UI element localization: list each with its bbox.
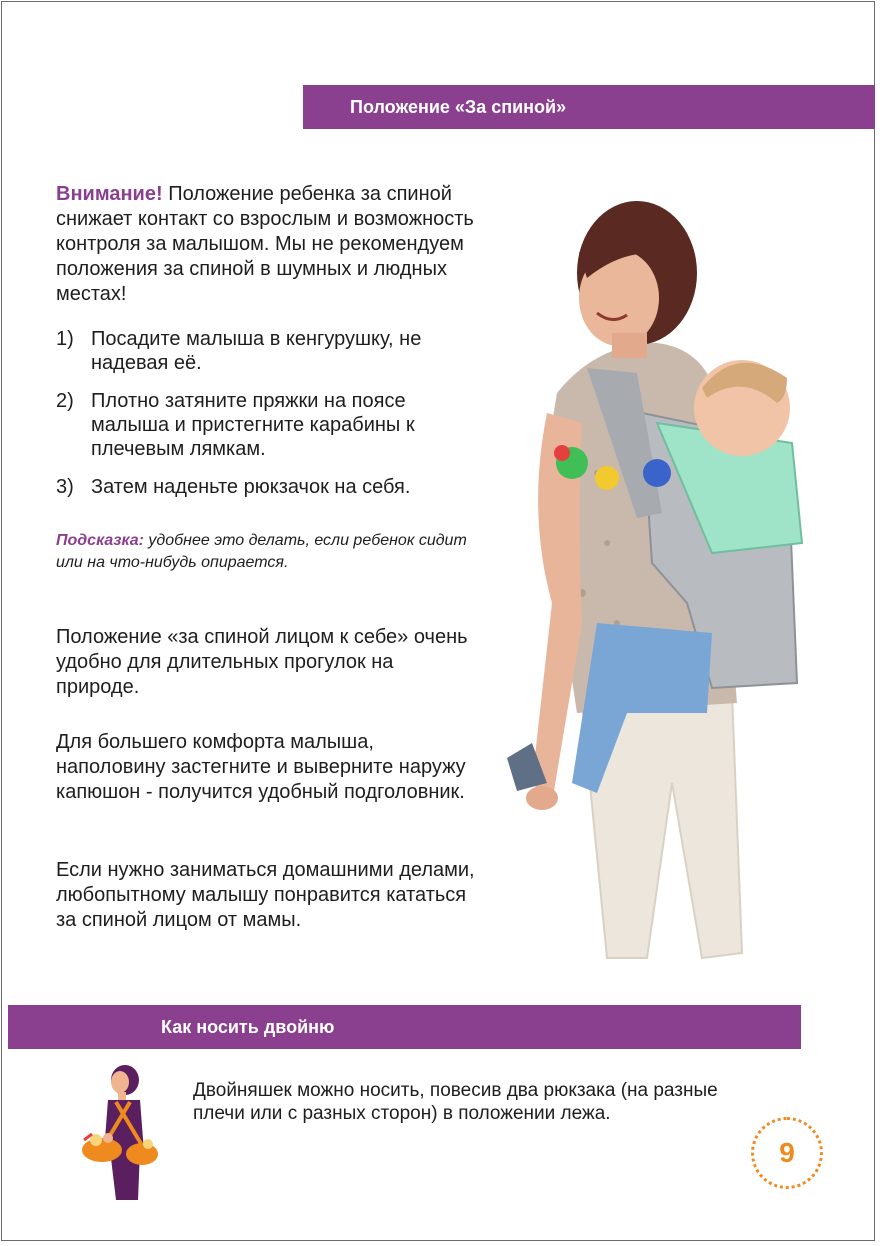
step-text: Затем наденьте рюкзачок на себя. [91, 476, 411, 498]
warning-label: Внимание! [56, 183, 163, 205]
step-number: 2) [56, 390, 74, 412]
section-header: Положение «За спиной» [303, 85, 875, 129]
hint-paragraph [56, 530, 476, 574]
list-item [56, 389, 476, 461]
twins-section-header: Как носить двойню [8, 1005, 801, 1049]
page-number: 9 [751, 1117, 823, 1189]
step-number: 1) [56, 328, 74, 350]
paragraph-long-walks: Положение «за спиной лицом к себе» очень удобно для длительных прогулок на природе. [56, 626, 468, 698]
step-text: Посадите малыша в кенгурушку, не надевая её. [91, 328, 422, 374]
warning-paragraph [56, 182, 476, 307]
woman-with-twins-illustration [80, 1062, 160, 1202]
list-item [56, 327, 476, 375]
hint-label: Подсказка: [56, 532, 144, 549]
warning-text: Положение ребенка за спиной снижает контакт со взрослым и возможность контроля за малышом. Мы не рекомендуем положения за спиной в шумных и людных местах! [56, 183, 474, 305]
paragraph-hood-headrest: Для большего комфорта малыша, наполовину застегните и выверните наружу капюшон - получится удобный подголовник. [56, 731, 466, 803]
step-text: Плотно затяните пряжки на поясе малыша и пристегните карабины к плечевым лямкам. [91, 390, 415, 460]
steps-list [56, 327, 476, 513]
hint-text: удобнее это делать, если ребенок сидит или на что-нибудь опирается. [56, 532, 467, 571]
list-item [56, 475, 476, 499]
paragraph-housework: Если нужно заниматься домашними делами, любопытному малышу понравится кататься за спиной лицом от мамы. [56, 859, 475, 931]
step-number: 3) [56, 476, 74, 498]
mother-baby-back-carry-photo [487, 183, 817, 963]
twins-paragraph: Двойняшек можно носить, повесив два рюкзака (на разные плечи или с разных сторон) в положении лежа. [193, 1080, 718, 1124]
